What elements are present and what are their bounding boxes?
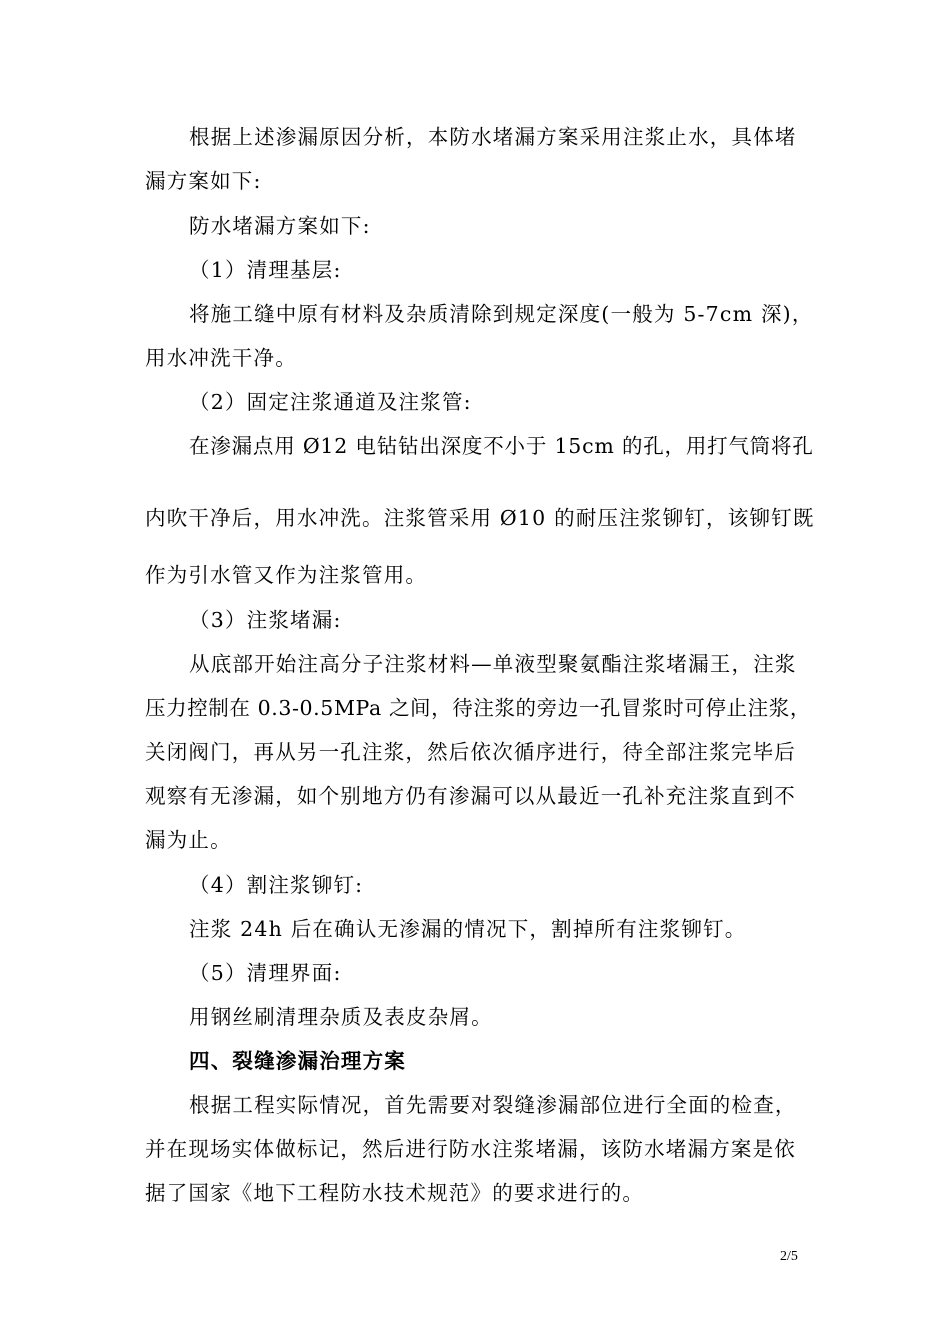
paragraph-line: 根据上述渗漏原因分析，本防水堵漏方案采用注浆止水，具体堵 <box>189 125 797 149</box>
paragraph-line: 据了国家《地下工程防水技术规范》的要求进行的。 <box>145 1181 645 1205</box>
paragraph-line: 漏为止。 <box>145 828 232 852</box>
paragraph-line: 从底部开始注高分子注浆材料—单液型聚氨酯注浆堵漏王，注浆 <box>189 652 797 676</box>
paragraph-line: 用钢丝刷清理杂质及表皮杂屑。 <box>189 1005 493 1029</box>
paragraph-line: 内吹干净后，用水冲洗。注浆管采用 Ø10 的耐压注浆铆钉，该铆钉既 <box>145 506 815 530</box>
paragraph-line: 观察有无渗漏，如个别地方仍有渗漏可以从最近一孔补充注浆直到不 <box>145 784 796 808</box>
paragraph-line: 在渗漏点用 Ø12 电钻钻出深度不小于 15cm 的孔，用打气筒将孔 <box>189 434 814 458</box>
paragraph-line: 并在现场实体做标记，然后进行防水注浆堵漏，该防水堵漏方案是依 <box>145 1137 796 1161</box>
step-heading: （4）割注浆铆钉: <box>189 873 364 897</box>
paragraph-line: 作为引水管又作为注浆管用。 <box>145 563 428 587</box>
paragraph-line: 压力控制在 0.3-0.5MPa 之间，待注浆的旁边一孔冒浆时可停止注浆， <box>145 696 811 720</box>
paragraph-line: 用水冲洗干净。 <box>145 346 297 370</box>
step-heading: （2）固定注浆通道及注浆管: <box>189 390 472 414</box>
paragraph-line: 漏方案如下: <box>145 169 262 193</box>
paragraph-line: 防水堵漏方案如下: <box>189 214 371 238</box>
step-heading: （3）注浆堵漏: <box>189 608 342 632</box>
paragraph-line: 将施工缝中原有材料及杂质清除到规定深度(一般为 5-7cm 深)， <box>189 302 814 326</box>
paragraph-line: 根据工程实际情况，首先需要对裂缝渗漏部位进行全面的检查， <box>189 1093 797 1117</box>
step-heading: （1）清理基层: <box>189 258 342 282</box>
section-heading: 四、裂缝渗漏治理方案 <box>189 1049 406 1073</box>
paragraph-line: 关闭阀门，再从另一孔注浆，然后依次循序进行，待全部注浆完毕后 <box>145 740 796 764</box>
paragraph-line: 注浆 24h 后在确认无渗漏的情况下，割掉所有注浆铆钉。 <box>189 917 747 941</box>
page-number: 2/5 <box>780 1249 798 1264</box>
step-heading: （5）清理界面: <box>189 961 342 985</box>
